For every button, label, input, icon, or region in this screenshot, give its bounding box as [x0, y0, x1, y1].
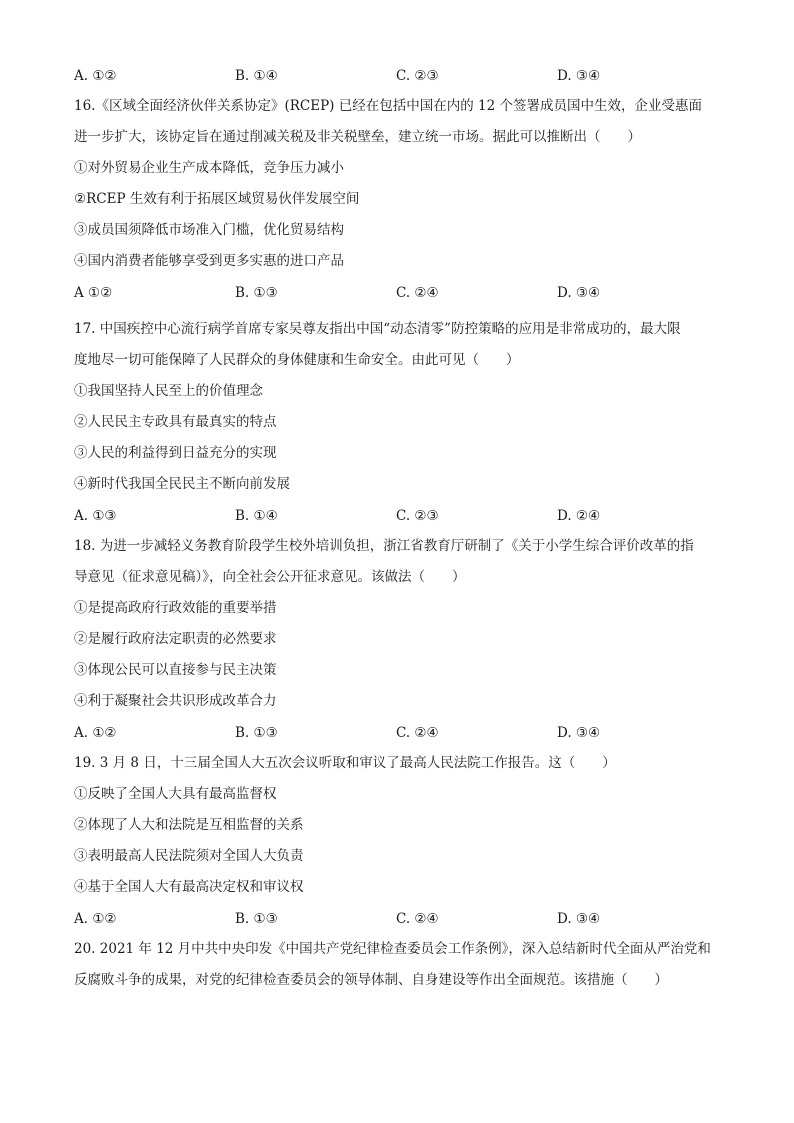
q16-statement-2: ②RCEP 生效有利于拓展区域贸易伙伴发展空间 [74, 191, 360, 207]
question-16 [74, 91, 724, 308]
q15-option-a[interactable]: A. ①② [74, 67, 117, 84]
q17-option-d[interactable]: D. ②④ [557, 507, 601, 524]
q18-option-c[interactable]: C. ②④ [396, 724, 439, 741]
q19-statement-4: ④基于全国人大有最高决定权和审议权 [74, 879, 304, 895]
question-18 [74, 531, 724, 748]
q19-statement-1: ①反映了全国人大具有最高监督权 [74, 786, 277, 802]
q16-statement-3: ③成员国须降低市场准入门槛，优化贸易结构 [74, 222, 344, 238]
q15-option-c[interactable]: C. ②③ [396, 67, 439, 84]
q16-options [74, 277, 724, 308]
q17-statement-4: ④新时代我国全民民主不断向前发展 [74, 476, 290, 492]
q16-stem-line1: 16.《区域全面经济伙伴关系协定》(RCEP) 已经在包括中国在内的 12 个签署成员国中生效，企业受惠面 [74, 98, 702, 114]
q16-option-c[interactable]: C. ②④ [396, 284, 439, 301]
q19-option-a[interactable]: A. ①② [74, 910, 117, 927]
q16-option-b[interactable]: B. ①③ [235, 284, 278, 301]
exam-page [74, 60, 724, 996]
q18-option-b[interactable]: B. ①③ [235, 724, 278, 741]
q19-options [74, 903, 724, 934]
q17-option-a[interactable]: A. ①③ [74, 507, 117, 524]
q17-option-b[interactable]: B. ①④ [235, 507, 278, 524]
q18-stem-line1: 18. 为进一步减轻义务教育阶段学生校外培训负担，浙江省教育厅研制了《关于小学生综合评价改革的指 [74, 538, 694, 554]
q16-option-a[interactable]: A ①② [74, 284, 113, 301]
q18-statement-2: ②是履行政府法定职责的必然要求 [74, 631, 277, 647]
q16-statement-1: ①对外贸易企业生产成本降低，竞争压力减小 [74, 160, 344, 176]
q17-options [74, 500, 724, 531]
q19-statement-3: ③表明最高人民法院须对全国人大负责 [74, 848, 304, 864]
q19-statement-2: ②体现了人大和法院是互相监督的关系 [74, 817, 304, 833]
q18-option-d[interactable]: D. ③④ [557, 724, 601, 741]
q16-stem-line2: 进一步扩大，该协定旨在通过削减关税及非关税壁垒，建立统一市场。据此可以推断出（ ） [74, 129, 641, 145]
q17-stem-line1: 17. 中国疾控中心流行病学首席专家吴尊友指出中国“动态清零”防控策略的应用是非常成功的，最大限 [74, 321, 681, 337]
question-17 [74, 314, 724, 531]
q17-option-c[interactable]: C. ②③ [396, 507, 439, 524]
question-20 [74, 934, 724, 996]
q18-option-a[interactable]: A. ①② [74, 724, 117, 741]
q17-statement-2: ②人民民主专政具有最真实的特点 [74, 414, 277, 430]
q17-stem-line2: 度地尽一切可能保障了人民群众的身体健康和生命安全。由此可见（ ） [74, 352, 520, 368]
q18-stem-line2: 导意见（征求意见稿）》，向全社会公开征求意见。该做法（ ） [74, 569, 466, 585]
q17-statement-1: ①我国坚持人民至上的价值理念 [74, 383, 263, 399]
q19-option-b[interactable]: B. ①③ [235, 910, 278, 927]
q15-options [74, 60, 724, 91]
q18-statement-4: ④利于凝聚社会共识形成改革合力 [74, 693, 277, 709]
q18-statement-1: ①是提高政府行政效能的重要举措 [74, 600, 277, 616]
q15-option-b[interactable]: B. ①④ [235, 67, 278, 84]
q15-option-d[interactable]: D. ③④ [557, 67, 601, 84]
question-19 [74, 748, 724, 934]
q16-statement-4: ④国内消费者能够享受到更多实惠的进口产品 [74, 253, 344, 269]
q20-stem-line2: 反腐败斗争的成果，对党的纪律检查委员会的领导体制、自身建设等作出全面规范。该措施（ ） [74, 972, 668, 988]
q18-statement-3: ③体现公民可以直接参与民主决策 [74, 662, 277, 678]
q16-option-d[interactable]: D. ③④ [557, 284, 601, 301]
q19-option-d[interactable]: D. ③④ [557, 910, 601, 927]
q18-options [74, 717, 724, 748]
q19-option-c[interactable]: C. ②④ [396, 910, 439, 927]
q20-stem-line1: 20. 2021 年 12 月中共中央印发《中国共产党纪律检查委员会工作条例》，深入总结新时代全面从严治党和 [74, 941, 711, 957]
q17-statement-3: ③人民的利益得到日益充分的实现 [74, 445, 277, 461]
q19-stem-line1: 19. 3 月 8 日，十三届全国人大五次会议听取和审议了最高人民法院工作报告。这（ ） [74, 755, 616, 771]
